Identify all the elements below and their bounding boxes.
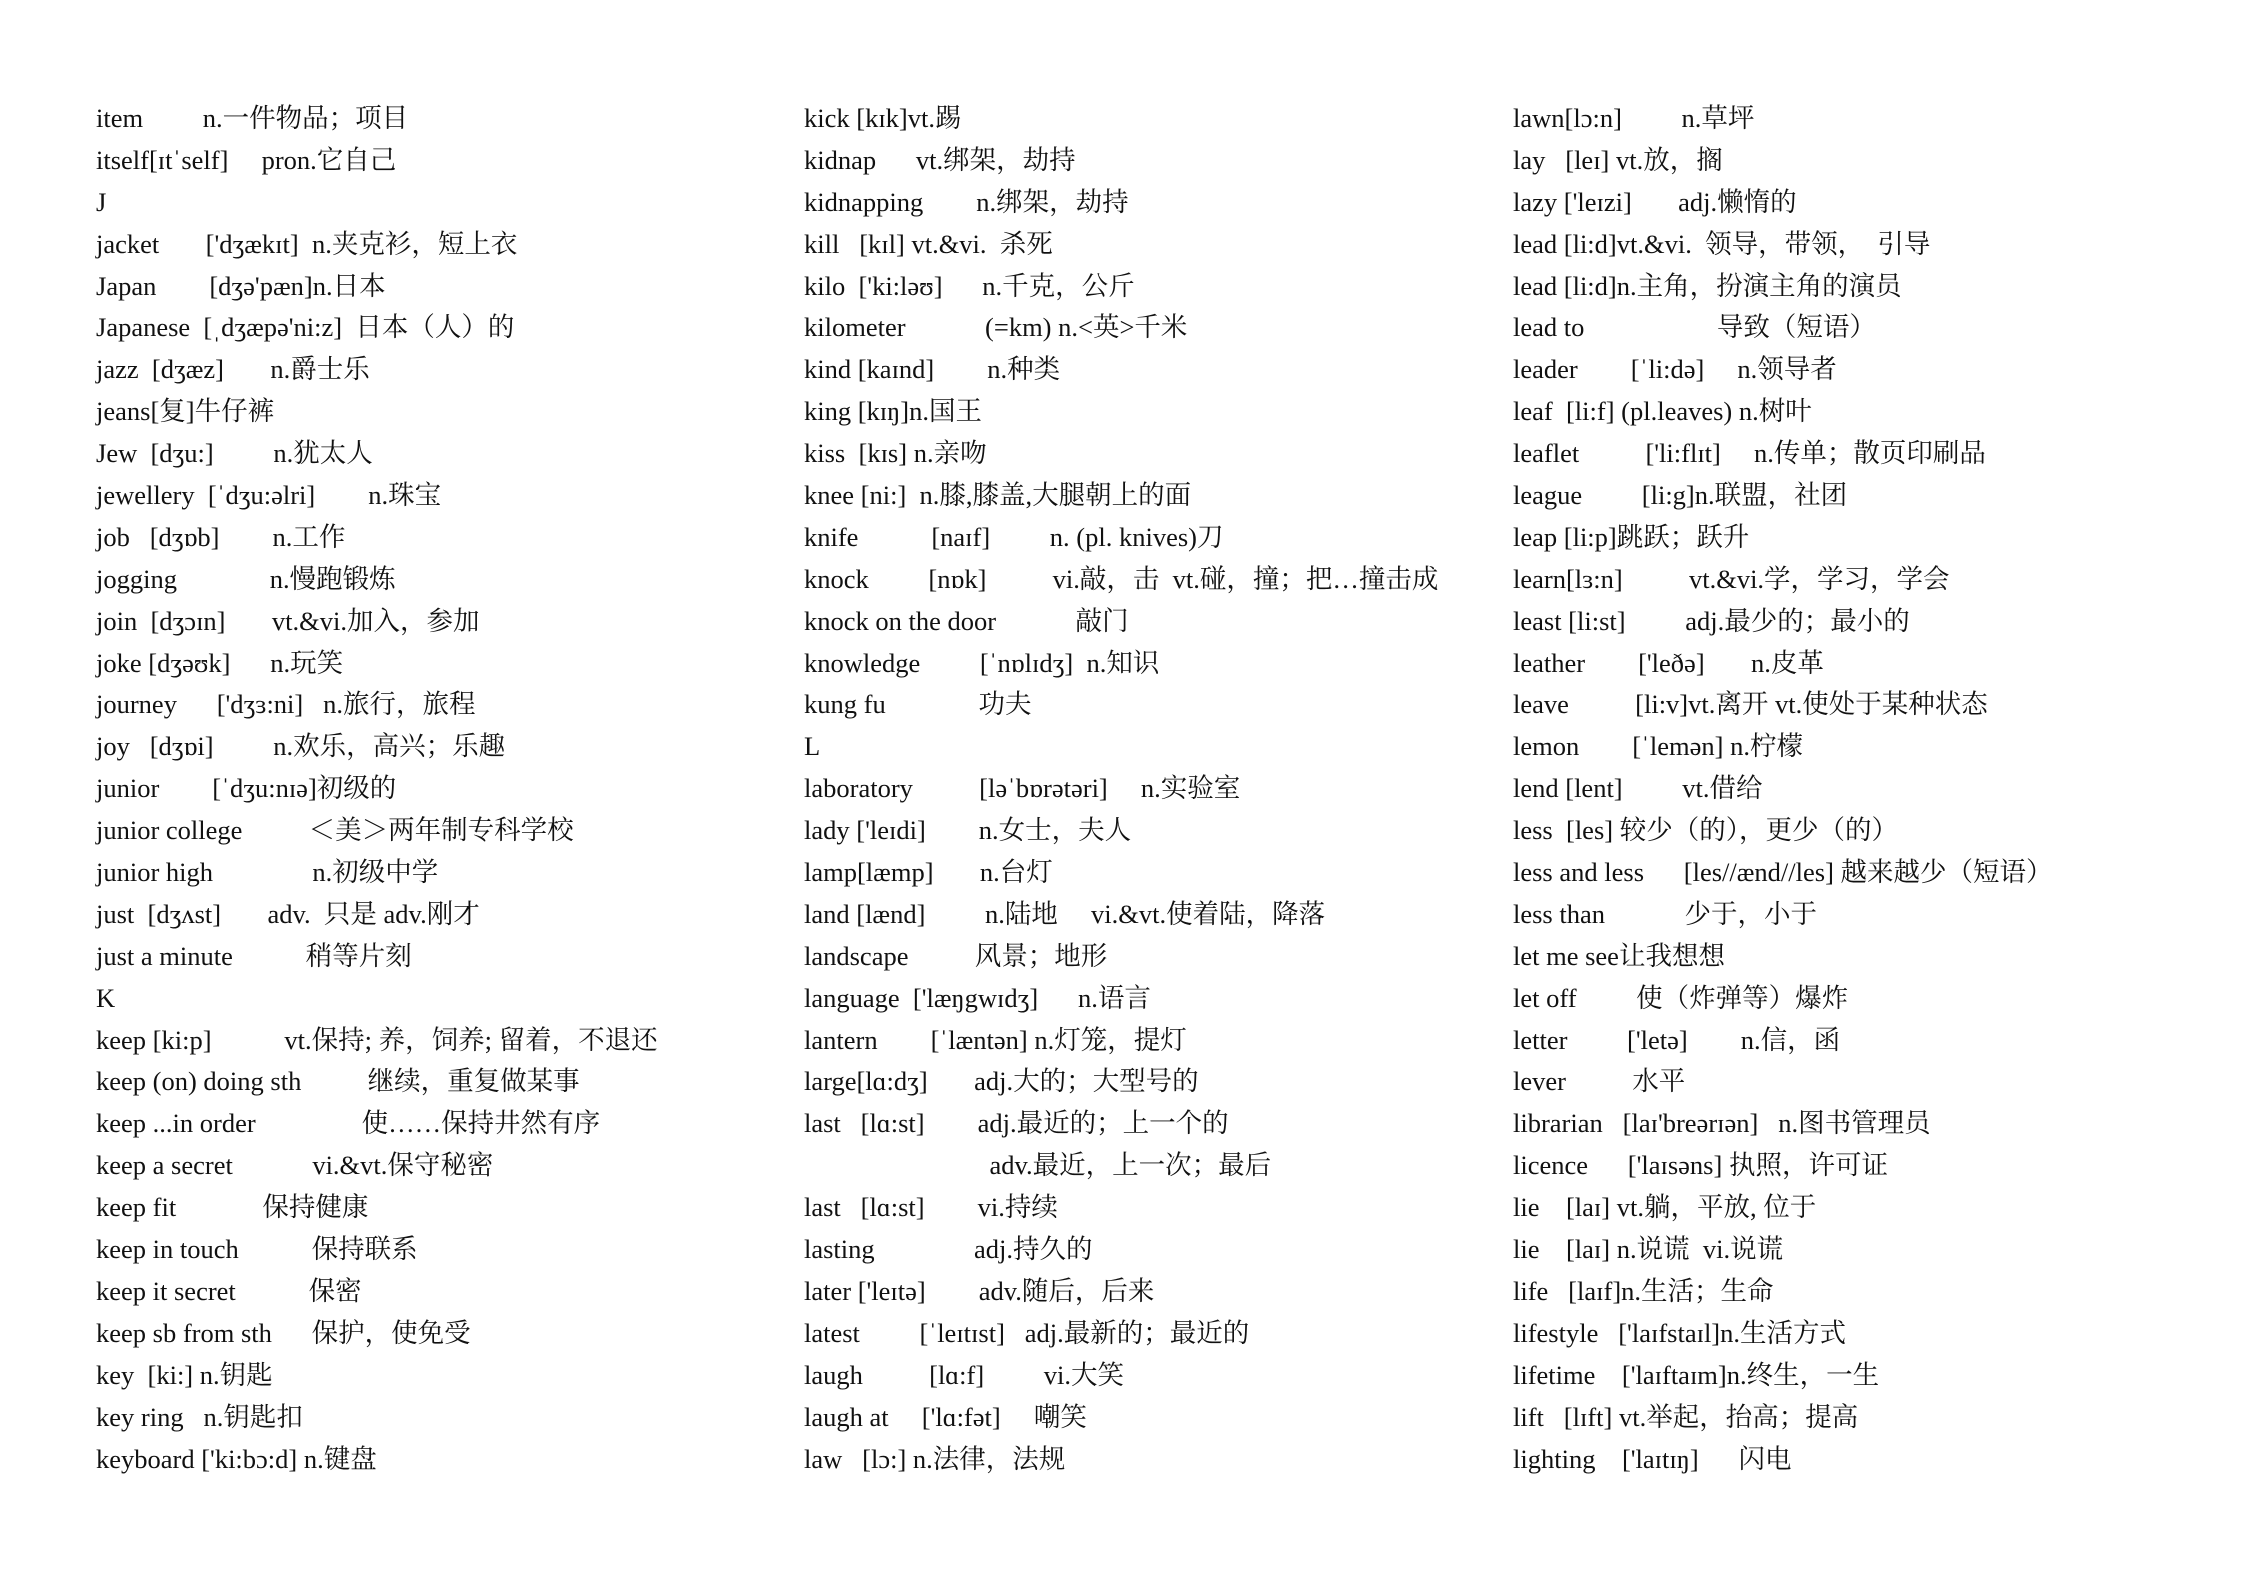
vocab-entry: just a minute 稍等片刻 [96, 940, 412, 971]
vocab-entry: lasting adj.持久的 [804, 1234, 1093, 1265]
vocab-entry: less than 少于，小于 [1513, 898, 1817, 929]
vocab-entry: keyboard ['ki:bɔ:d] n.键盘 [96, 1443, 377, 1474]
vocab-entry: last [lɑ:st] vi.持续 [804, 1192, 1058, 1223]
vocab-entry: language ['læŋgwɪdʒ] n.语言 [804, 982, 1151, 1013]
vocab-entry: leave [li:v]vt.离开 vt.使处于某种状态 [1513, 689, 1988, 720]
vocab-entry: lifetime ['laɪftaɪm]n.终生，一生 [1513, 1359, 1880, 1390]
vocab-entry: lever 水平 [1513, 1066, 1686, 1097]
vocab-entry: lantern [ˈlæntən] n.灯笼，提灯 [804, 1024, 1187, 1055]
vocab-entry: jeans[复]牛仔裤 [96, 396, 275, 427]
vocab-entry: keep fit 保持健康 [96, 1192, 369, 1223]
vocab-entry: lifestyle ['laɪfstaɪl]n.生活方式 [1513, 1317, 1847, 1348]
vocab-entry: league [li:g]n.联盟，社团 [1513, 480, 1848, 511]
vocab-entry: let off 使（炸弹等）爆炸 [1513, 982, 1849, 1013]
vocab-entry: lady ['leɪdi] n.女士，夫人 [804, 815, 1132, 846]
vocab-entry: leader [ˈli:də] n.领导者 [1513, 354, 1837, 385]
vocab-entry: letter ['letə] n.信，函 [1513, 1024, 1841, 1055]
vocab-entry: librarian [laɪ'breərɪən] n.图书管理员 [1513, 1108, 1931, 1139]
vocab-entry: adv.最近，上一次；最后 [804, 1150, 1272, 1181]
vocab-entry: lead [li:d]n.主角，扮演主角的演员 [1513, 270, 1902, 301]
vocab-entry: jacket ['dʒækɪt] n.夹克衫，短上衣 [96, 228, 518, 259]
vocab-entry: Japanese [ˌdʒæpə'ni:z] 日本（人）的 [96, 312, 515, 343]
vocab-column-3 [1513, 98, 2213, 1480]
vocab-entry: lift [lɪft] vt.举起，抬高；提高 [1513, 1401, 1859, 1432]
vocab-entry: job [dʒɒb] n.工作 [96, 521, 346, 552]
vocab-column-2 [804, 98, 1504, 1480]
vocab-entry: lead [li:d]vt.&vi. 领导，带领， 引导 [1513, 228, 1931, 259]
vocab-entry: knee [ni:] n.膝,膝盖,大腿朝上的面 [804, 480, 1192, 511]
vocab-entry: Japan [dʒə'pæn]n.日本 [96, 270, 386, 301]
vocab-entry: kill [kɪl] vt.&vi. 杀死 [804, 228, 1053, 259]
vocab-entry: kung fu 功夫 [804, 689, 1032, 720]
vocab-entry: knowledge [ˈnɒlɪdʒ] n.知识 [804, 647, 1160, 678]
vocab-entry: itself[ɪtˈself] pron.它自己 [96, 144, 397, 175]
vocab-entry: journey ['dʒɜ:ni] n.旅行，旅程 [96, 689, 476, 720]
vocab-entry: large[lɑ:dʒ] adj.大的；大型号的 [804, 1066, 1199, 1097]
vocab-entry: just [dʒʌst] adv. 只是 adv.刚才 [96, 898, 480, 929]
vocab-entry: jewellery [ˈdʒu:əlri] n.珠宝 [96, 480, 442, 511]
vocab-entry: knife [naɪf] n. (pl. knives)刀 [804, 521, 1224, 552]
vocab-entry: joy [dʒɒi] n.欢乐，高兴；乐趣 [96, 731, 506, 762]
vocab-entry: licence ['laɪsəns] 执照，许可证 [1513, 1150, 1888, 1181]
vocab-entry: keep a secret vi.&vt.保守秘密 [96, 1150, 494, 1181]
vocab-entry: let me see让我想想 [1513, 940, 1725, 971]
vocab-column-1 [96, 98, 796, 1480]
vocab-entry: jogging n.慢跑锻炼 [96, 563, 396, 594]
vocab-entry: laugh [lɑ:f] vi.大笑 [804, 1359, 1125, 1390]
vocab-entry: lead to 导致（短语） [1513, 312, 1876, 343]
vocab-entry: latest [ˈleɪtɪst] adj.最新的；最近的 [804, 1317, 1250, 1348]
vocab-entry: laugh at ['lɑ:fət] 嘲笑 [804, 1401, 1087, 1432]
vocab-entry: J [96, 186, 107, 217]
vocab-entry: junior college ＜美＞两年制专科学校 [96, 815, 574, 846]
vocab-entry: keep it secret 保密 [96, 1275, 362, 1306]
vocab-entry: law [lɔ:] n.法律，法规 [804, 1443, 1066, 1474]
vocab-entry: jazz [dʒæz] n.爵士乐 [96, 354, 370, 385]
vocab-entry: life [laɪf]n.生活；生命 [1513, 1275, 1774, 1306]
vocab-entry: junior high n.初级中学 [96, 857, 439, 888]
vocab-entry: lie [laɪ] vt.躺，平放, 位于 [1513, 1192, 1817, 1223]
vocab-entry: joke [dʒəʊk] n.玩笑 [96, 647, 344, 678]
vocab-entry: L [804, 731, 821, 762]
vocab-entry: knock on the door 敲门 [804, 605, 1129, 636]
vocab-entry: lay [leɪ] vt.放，搁 [1513, 144, 1723, 175]
vocab-entry: lend [lent] vt.借给 [1513, 773, 1763, 804]
vocab-entry: knock [nɒk] vi.敲，击 vt.碰，撞；把…撞击成 [804, 563, 1439, 594]
vocab-entry: lamp[læmp] n.台灯 [804, 857, 1053, 888]
vocab-entry: landscape 风景；地形 [804, 940, 1108, 971]
vocab-entry: learn[lɜ:n] vt.&vi.学，学习，学会 [1513, 563, 1950, 594]
vocab-entry: leaf [li:f] (pl.leaves) n.树叶 [1513, 396, 1812, 427]
vocab-entry: king [kɪŋ]n.国王 [804, 396, 982, 427]
vocab-entry: least [li:st] adj.最少的；最小的 [1513, 605, 1910, 636]
vocab-entry: land [lænd] n.陆地 vi.&vt.使着陆，降落 [804, 898, 1326, 929]
vocab-entry: kidnapping n.绑架，劫持 [804, 186, 1129, 217]
vocab-entry: key ring n.钥匙扣 [96, 1401, 303, 1432]
vocab-entry: kiss [kɪs] n.亲吻 [804, 438, 987, 469]
vocab-entry: laboratory [ləˈbɒrətəri] n.实验室 [804, 773, 1241, 804]
vocab-entry: less and less [les//ænd//les] 越来越少（短语） [1513, 857, 2053, 888]
vocab-entry: lawn[lɔ:n] n.草坪 [1513, 103, 1755, 133]
vocab-entry: lazy ['leɪzi] adj.懒惰的 [1513, 186, 1797, 217]
vocab-entry: keep in touch 保持联系 [96, 1234, 418, 1265]
vocab-entry: leap [li:p]跳跃；跃升 [1513, 521, 1750, 552]
vocab-entry: join [dʒɔɪn] vt.&vi.加入，参加 [96, 605, 480, 636]
vocab-entry: keep sb from sth 保护，使免受 [96, 1317, 471, 1348]
vocab-entry: Jew [dʒu:] n.犹太人 [96, 438, 373, 469]
vocab-entry: less [les] 较少（的），更少（的） [1513, 815, 1898, 846]
vocab-entry: kidnap vt.绑架，劫持 [804, 144, 1076, 175]
vocab-entry: kick [kɪk]vt.踢 [804, 103, 962, 133]
vocab-entry: leaflet ['li:flɪt] n.传单；散页印刷品 [1513, 438, 1986, 469]
vocab-entry: item n.一件物品；项目 [96, 103, 409, 133]
vocab-entry: lie [laɪ] n.说谎 vi.说谎 [1513, 1234, 1784, 1265]
vocab-entry: last [lɑ:st] adj.最近的；上一个的 [804, 1108, 1229, 1139]
vocab-entry: lighting ['laɪtɪŋ] 闪电 [1513, 1443, 1792, 1474]
vocab-entry: later ['leɪtə] adv.随后，后来 [804, 1275, 1155, 1306]
vocab-entry: keep ...in order 使……保持井然有序 [96, 1108, 601, 1139]
vocab-entry: kind [kaɪnd] n.种类 [804, 354, 1061, 385]
vocab-entry: junior [ˈdʒu:nɪə]初级的 [96, 773, 397, 804]
vocab-entry: K [96, 982, 116, 1013]
vocab-entry: key [ki:] n.钥匙 [96, 1359, 273, 1390]
vocab-entry: lemon [ˈlemən] n.柠檬 [1513, 731, 1803, 762]
vocab-entry: keep [ki:p] vt.保持; 养，饲养; 留着，不退还 [96, 1024, 658, 1055]
vocab-entry: kilometer (=km) n.<英>千米 [804, 312, 1188, 343]
vocab-entry: kilo ['ki:ləʊ] n.千克，公斤 [804, 270, 1135, 301]
vocab-entry: keep (on) doing sth 继续，重复做某事 [96, 1066, 580, 1097]
vocab-entry: leather ['leðə] n.皮革 [1513, 647, 1824, 678]
